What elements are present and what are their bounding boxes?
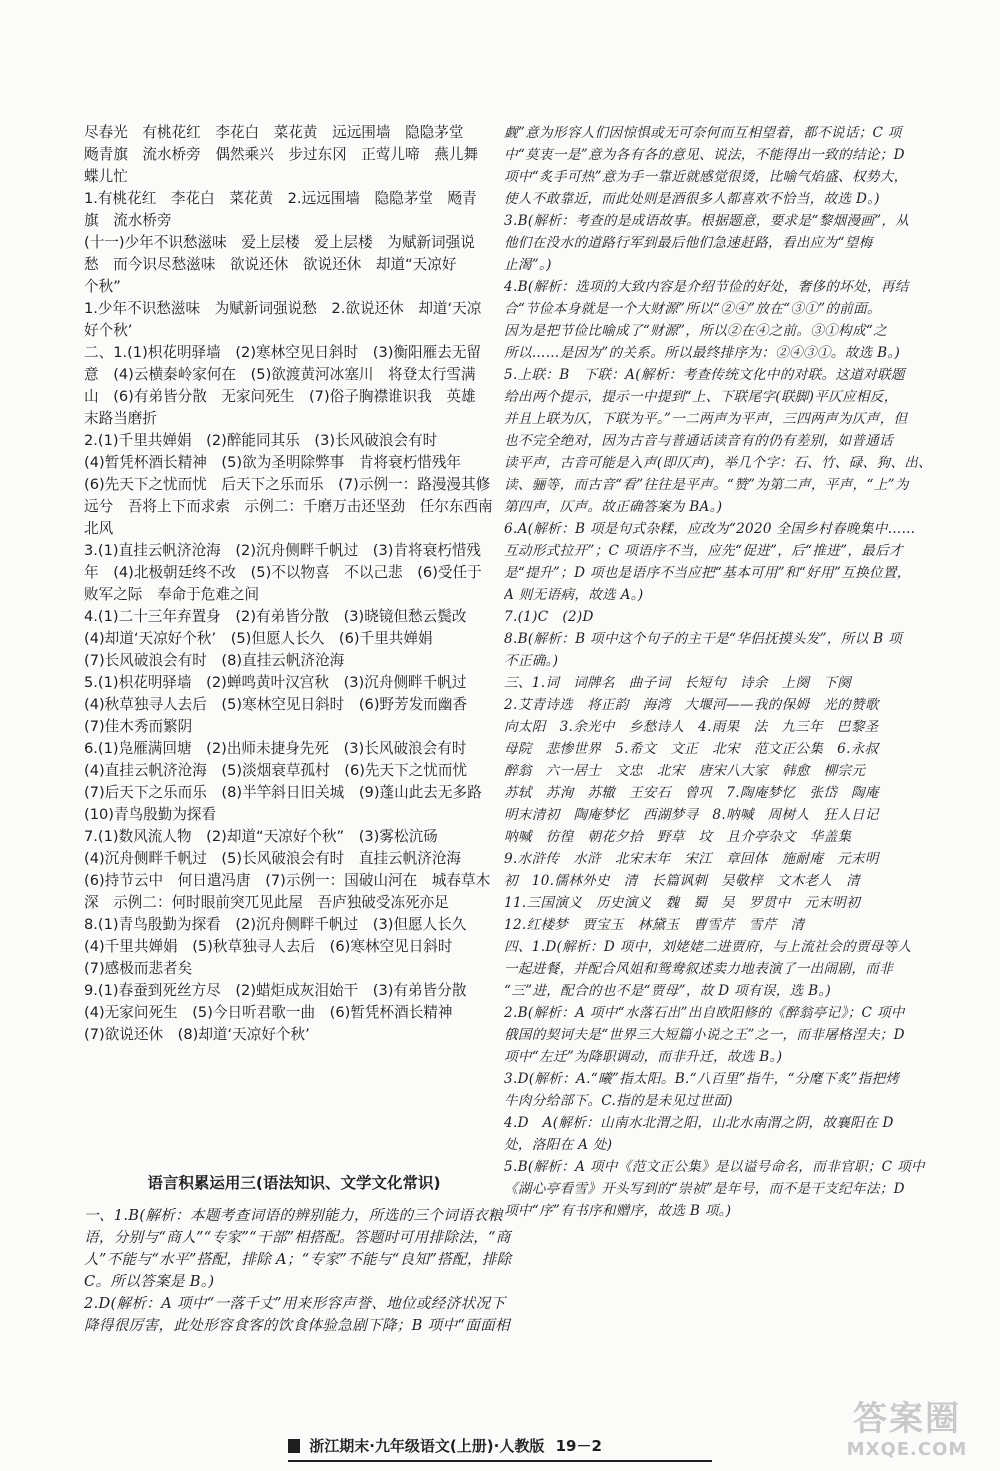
text-line: (4)直挂云帆济沧海 (5)淡烟衰草孤村 (6)先天下之忧而忧	[84, 762, 468, 779]
section-title: 语言积累运用三(语法知识、文学文化常识)	[147, 1174, 441, 1192]
text-line: (7)后天下之乐而乐 (8)半竿斜日旧关城 (9)蓬山此去无多路	[84, 784, 482, 801]
text-line: 5.上联：B 下联：A(解析：考查传统文化中的对联。这道对联题	[504, 367, 905, 383]
text-line: (4)沉舟侧畔千帆过 (5)长风破浪会有时 直挂云帆济沧海	[84, 850, 462, 867]
text-line: 1.少年不识愁滋味 为赋新词强说愁 2.欲说还休 却道‘天凉	[84, 300, 482, 317]
text-line: 是“提升”；D 项也是语序不当应把“基本可用”和“好用”互换位置，	[504, 565, 911, 581]
text-line: 好个秋’	[84, 322, 133, 339]
text-line: 2.(1)千里共婵娟 (2)醉能同其乐 (3)长风破浪会有时	[84, 432, 438, 449]
text-line: (4)无家问死生 (5)今日听君歌一曲 (6)暂凭杯酒长精神	[84, 1004, 453, 1021]
text-line: 因为是把节俭比喻成了“财源”，所以②在④之前。③①构成“之	[504, 323, 887, 339]
text-line: 项中“序”有书序和赠序，故选 B 项。)	[504, 1203, 732, 1219]
text-line: 山 (6)有弟皆分散 无家问死生 (7)俗子胸襟谁识我 英雄	[84, 388, 476, 405]
text-line: 母院 悲惨世界 5.希文 文正 北宋 范文正公集 6.永叔	[504, 741, 879, 757]
text-line: 读平声，古音可能是入声(即仄声)，举几个字：石、竹、碌、狗、出、	[504, 455, 933, 471]
text-line: C。所以答案是 B。)	[84, 1273, 215, 1290]
text-line: 飏青旗 流水桥旁 偶然乘兴 步过东冈 正莺儿啼 燕儿舞	[84, 146, 479, 163]
text-line: 9.水浒传 水浒 北宋末年 宋江 章回体 施耐庵 元末明	[504, 851, 879, 867]
text-line: 3.(1)直挂云帆济沧海 (2)沉舟侧畔千帆过 (3)肯将衰朽惜残	[84, 542, 482, 559]
text-line: 并且上联为仄，下联为平。”一二两声为平声，三四两声为仄声，但	[504, 411, 908, 427]
text-line: 尽春光 有桃花红 李花白 菜花黄 远远围墙 隐隐茅堂	[84, 124, 464, 141]
left-column-upper	[84, 122, 546, 1046]
text-line: 使人不敢靠近，而此处则是酒很多人都喜欢不恰当，故选 D。)	[504, 191, 880, 207]
text-line: (4)秋草独寻人去后 (5)寒林空见日斜时 (6)野芳发而幽香	[84, 696, 468, 713]
text-line: 一起进餐，并配合风姐和鸳鸯叙述卖力地表演了一出闹剧，而非	[504, 961, 894, 977]
page-footer	[288, 1433, 712, 1459]
watermark-logo-text: 答案圈	[853, 1399, 961, 1439]
text-line: 苏轼 苏洵 苏辙 王安石 曾巩 7.陶庵梦忆 张岱 陶庵	[504, 785, 879, 801]
text-line: 互动形式拉开”；C 项语序不当，应先“促进”，后“推进”，最后才	[504, 543, 903, 559]
text-line: 末路当磨折	[84, 410, 157, 427]
text-line: 给出两个提示，提示一中提到“上、下联尾字(联脚)平仄应相反，	[504, 389, 898, 405]
text-line: 北风	[84, 520, 114, 537]
text-line: 4.(1)二十三年弃置身 (2)有弟皆分散 (3)晓镜但愁云鬓改	[84, 608, 467, 625]
text-line: (7)佳木秀而繁阴	[84, 718, 193, 735]
text-line: 年 (4)北极朝廷终不改 (5)不以物喜 不以己悲 (6)受任于	[84, 564, 482, 581]
text-line: (10)青鸟殷勤为探看	[84, 806, 217, 823]
text-line: 意 (4)云横秦岭家何在 (5)欲渡黄河冰塞川 将登太行雪满	[84, 366, 476, 383]
text-line: 愁 而今识尽愁滋味 欲说还休 欲说还休 却道“天凉好	[84, 256, 457, 273]
text-line: 一、1.B(解析：本题考查词语的辨别能力，所选的三个词语衣粮	[84, 1207, 503, 1224]
text-line: 6.(1)凫雁满回塘 (2)出师未捷身先死 (3)长风破浪会有时	[84, 740, 467, 757]
text-line: 11.三国演义 历史演义 魏 蜀 吴 罗贯中 元末明初	[504, 895, 860, 911]
text-line: (7)欲说还休 (8)却道‘天凉好个秋’	[84, 1026, 310, 1043]
text-line: 醉翁 六一居士 文忠 北宋 唐宋八大家 韩愈 柳宗元	[504, 763, 866, 779]
text-line: 个秋”	[84, 278, 121, 295]
watermark	[832, 1399, 982, 1467]
text-line: 1.有桃花红 李花白 菜花黄 2.远远围墙 隐隐茅堂 飏青	[84, 190, 477, 207]
left-column-lower	[84, 1205, 546, 1337]
text-line: 12.红楼梦 贾宝玉 林黛玉 曹雪芹 雪芹 清	[504, 917, 805, 933]
text-line: 败军之际 奉命于危难之间	[84, 586, 260, 603]
text-line: 二、1.(1)枳花明驿墙 (2)寒林空见日斜时 (3)衡阳雁去无留	[84, 344, 482, 361]
text-line: 4.D A(解析：山南水北渭之阳，山北水南渭之阴，故襄阳在 D	[504, 1115, 894, 1131]
text-line: 向太阳 3.余光中 乡愁诗人 4.雨果 法 九三年 巴黎圣	[504, 719, 879, 735]
text-line: 处，洛阳在 A 处)	[504, 1137, 613, 1153]
watermark-url: MXQE.COM	[846, 1439, 968, 1460]
text-line: 远兮 吾将上下而求索 示例二：千磨万击还坚劲 任尔东西南	[84, 498, 493, 515]
text-line: 语，分别与“商人”“专家”“干部”相搭配。答题时可用排除法，“商	[84, 1229, 511, 1246]
text-line: 8.B(解析：B 项中这个句子的主干是“华侣抚摸头发”，所以 B 项	[504, 631, 902, 647]
text-line: 止渴”。)	[504, 257, 552, 273]
text-line: 觑”意为形容人们因惊惧或无可奈何而互相望着，都不说话；C 项	[504, 125, 902, 141]
text-line: 四、1.D(解析：D 项中，刘姥姥二进贾府，与上流社会的贾母等人	[504, 939, 912, 955]
text-line: 降得很厉害，此处形容食客的饮食体验急剧下降；B 项中“面面相	[84, 1317, 510, 1334]
text-line: A 则无语病，故选 A。)	[504, 587, 644, 603]
text-line: 6.A(解析：B 项是句式杂糅，应改为“2020 全国乡村春晚集中……	[504, 521, 916, 537]
text-line: (6)先天下之忧而忧 后天下之乐而乐 (7)示例一：路漫漫其修	[84, 476, 491, 493]
text-line: 中“莫衷一是”意为各有各的意见、说法，不能得出一致的结论；D	[504, 147, 905, 163]
text-line: 深 示例二：何时眼前突兀见此屋 吾庐独破受冻死亦足	[84, 894, 449, 911]
text-line: 三、1.词 词牌名 曲子词 长短句 诗余 上阕 下阕	[504, 675, 852, 691]
text-line: 旗 流水桥旁	[84, 212, 172, 229]
text-line: 7.(1)数风流人物 (2)却道“天凉好个秋” (3)雾松沆砀	[84, 828, 438, 845]
text-line: 《湖心亭看雪》开头写到的“崇祯”是年号，而不是干支纪年法；D	[504, 1181, 905, 1197]
text-line: 2.艾青诗选 将正韵 海湾 大堰河——我的保姆 光的赞歌	[504, 697, 879, 713]
text-line: “三”进，配合的也不是“贾母”，故 D 项有误，选 B。)	[504, 983, 832, 999]
text-line: 人”不能与“水平”搭配，排除 A；“专家”不能与“良知”搭配，排除	[84, 1251, 512, 1268]
text-line: 项中“炙手可热”意为手一靠近就感觉很烫，比喻气焰盛、权势大，	[504, 169, 908, 185]
text-line: 蝶儿忙	[84, 168, 128, 185]
text-line: (7)长风破浪会有时 (8)直挂云帆济沧海	[84, 652, 345, 669]
page-number: 19－2	[555, 1437, 602, 1455]
text-line: 初 10.儒林外史 清 长篇讽刺 吴敬梓 文木老人 清	[504, 873, 860, 889]
text-line: 读、骊等，而古音“看”往往是平声。“赞”为第二声，平声，“上”为	[504, 477, 909, 493]
text-line: (4)千里共婵娟 (5)秋草独寻人去后 (6)寒林空见日斜时	[84, 938, 453, 955]
text-line: 2.B(解析：A 项中“水落石出”出自欧阳修的《醉翁亭记》；C 项中	[504, 1005, 905, 1021]
text-line: 不正确。)	[504, 653, 559, 669]
text-line: (十一)少年不识愁滋味 爱上层楼 爱上层楼 为赋新词强说	[84, 234, 475, 251]
text-line: (6)持节云中 何日遣冯唐 (7)示例一：国破山河在 城春草木	[84, 872, 491, 889]
text-line: 5.(1)枳花明驿墙 (2)蝉鸣黄叶汉宫秋 (3)沉舟侧畔千帆过	[84, 674, 467, 691]
footer-rule	[288, 1460, 712, 1462]
footer-mark-icon	[288, 1439, 300, 1453]
text-line: 4.B(解析：选项的大致内容是介绍节俭的好处，奢侈的坏处，再结	[504, 279, 909, 295]
right-column	[504, 122, 949, 1222]
text-line: (7)感极而悲者矣	[84, 960, 193, 977]
text-line: 8.(1)青鸟殷勤为探看 (2)沉舟侧畔千帆过 (3)但愿人长久	[84, 916, 467, 933]
text-line: 明末清初 陶庵梦忆 西湖梦寻 8.呐喊 周树人 狂人日记	[504, 807, 879, 823]
text-line: 5.B(解析：A 项中《范文正公集》是以谥号命名，而非官职；C 项中	[504, 1159, 925, 1175]
text-line: 俄国的契诃夫是“世界三大短篇小说之王”之一，而非屠格涅夫；D	[504, 1027, 905, 1043]
footer-title: 浙江期末·九年级语文(上册)·人教版	[309, 1437, 545, 1455]
text-line: (4)却道‘天凉好个秋’ (5)但愿人长久 (6)千里共婵娟	[84, 630, 433, 647]
text-line: 呐喊 彷徨 朝花夕拾 野草 坟 且介亭杂文 华盖集	[504, 829, 852, 845]
text-line: 9.(1)春蚕到死丝方尽 (2)蜡炬成灰泪始干 (3)有弟皆分散	[84, 982, 467, 999]
text-line: 他们在没水的道路行军到最后他们急速赶路，看出应为“望梅	[504, 235, 873, 251]
text-line: 2.D(解析：A 项中“一落千丈”用来形容声誉、地位或经济状况下	[84, 1295, 506, 1312]
text-line: 7.(1)C (2)D	[504, 609, 594, 625]
text-line: 合“节俭本身就是一个大财源”所以“②④”放在“③①”的前面。	[504, 301, 881, 317]
text-line: 项中“左迁”为降职调动，而非升迁，故选 B。)	[504, 1049, 783, 1065]
text-line: 第四声，仄声。故正确答案为 BA。)	[504, 499, 723, 515]
text-line: 所以……是因为”的关系。所以最终排序为：②④③①。故选 B。)	[504, 345, 901, 361]
text-line: 3.B(解析：考查的是成语故事。根据题意，要求是“黎烟漫画”，从	[504, 213, 910, 229]
text-line: (4)暂凭杯酒长精神 (5)欲为圣明除弊事 肯将衰朽惜残年	[84, 454, 462, 471]
text-line: 也不完全绝对，因为古音与普通话读音有的仍有差别，如普通话	[504, 433, 894, 449]
text-line: 3.D(解析：A.“曦”指太阳。B.“八百里”指牛，“分麾下炙”指把烤	[504, 1071, 900, 1087]
text-line: 牛肉分给部下。C.指的是未见过世面)	[504, 1093, 733, 1109]
